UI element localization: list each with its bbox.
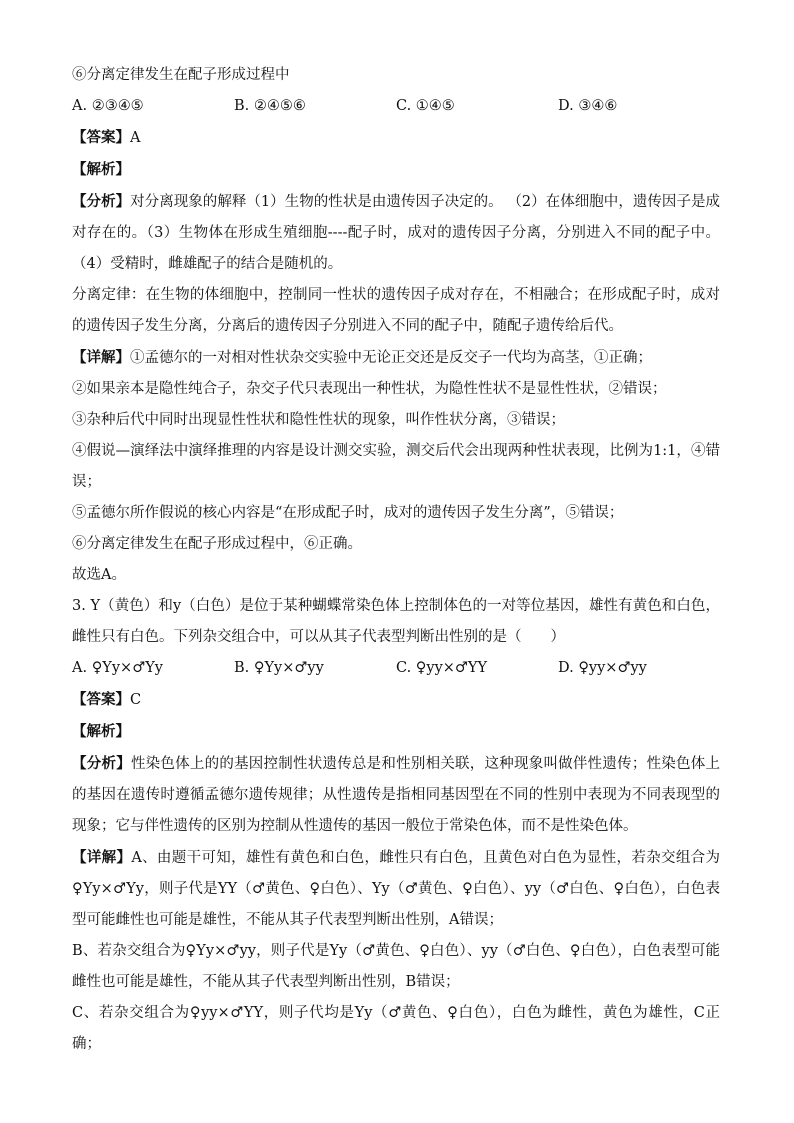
- q2-answer: [72, 122, 720, 154]
- q3-detail-b: B、若杂交组合为♀Yy×♂yy，则子代是Yy（♂黄色、♀白色）、yy（♂白色、♀白色），白色表型可能雌性也可能是雄性，不能从其子代表型判断出性别，B错误；: [72, 943, 720, 990]
- q3-detail-c: C、若杂交组合为♀yy×♂YY，则子代均是Yy（♂黄色、♀白色），白色为雌性，黄色为雄性，C正确；: [72, 1005, 720, 1052]
- q2-fenxi: [72, 186, 720, 280]
- q3-stem: 3. Y（黄色）和y（白色）是位于某种蝴蝶常染色体上控制体色的一对等位基因，雄性有黄色和白色，雌性只有白色。下列杂交组合中，可以从其子代表型判断出性别的是（ ）: [72, 598, 720, 645]
- q2-detail-2: ②如果亲本是隐性纯合子，杂交子代只表现出一种性状，为隐性性状不是显性性状，②错误；: [72, 381, 667, 397]
- q2-detail-1: [72, 342, 720, 374]
- q2-options: [72, 91, 720, 122]
- q2-option-c: C. ①④⑤: [396, 98, 455, 114]
- q3-detail-a: [72, 842, 720, 936]
- statement-6: ⑥分离定律发生在配子形成过程中: [72, 67, 290, 83]
- q2-detail-4: ④假说—演绎法中演绎推理的内容是设计测交实验，测交后代会出现两种性状表现，比例为1:1，④错误；: [72, 443, 720, 490]
- answer-tag: 【答案】: [72, 129, 130, 146]
- q3-options: [72, 653, 720, 684]
- fenxi-text: 对分离现象的解释（1）生物的性状是由遗传因子决定的。 （2）在体细胞中，遗传因子是成对存在的。（3）生物体在形成生殖细胞----配子时，成对的遗传因子分离，分别进入不同的配子中。（4）受精时，雌雄配子的结合是随机的。: [72, 194, 721, 272]
- q2-option-a: A. ②③④⑤: [72, 98, 144, 114]
- document-page: [72, 60, 720, 1060]
- analysis-tag: 【解析】: [72, 161, 130, 178]
- q2-detail-5: ⑤孟德尔所作假说的核心内容是“在形成配子时，成对的遗传因子发生分离”，⑤错误；: [72, 505, 624, 521]
- answer-value: A: [130, 130, 141, 146]
- q3-option-d: D. ♀yy×♂yy: [558, 660, 647, 676]
- q2-analysis-heading: [72, 154, 720, 186]
- q3-option-c: C. ♀yy×♂YY: [396, 660, 488, 676]
- q3-option-a: A. ♀Yy×♂Yy: [72, 660, 163, 676]
- q2-detail-3: ③杂种后代中同时出现显性性状和隐性性状的现象，叫作性状分离，③错误；: [72, 412, 565, 428]
- fenxi-tag: 【分析】: [72, 193, 131, 210]
- answer-tag: 【答案】: [72, 691, 130, 708]
- q3-answer: [72, 684, 720, 716]
- q3-fenxi: [72, 748, 720, 842]
- q2-option-b: B. ②④⑤⑥: [234, 98, 306, 114]
- detail-text: A、由题干可知，雄性有黄色和白色，雌性只有白色，且黄色对白色为显性，若杂交组合为♀Yy×♂Yy，则子代是YY（♂黄色、♀白色）、Yy（♂黄色、♀白色）、yy（♂白色、♀白色），白色表型可能雌性也可能是雄性，不能从其子代表型判断出性别，A错误；: [72, 850, 721, 928]
- detail-tag: 【详解】: [72, 849, 132, 866]
- fenxi-text: 性染色体上的的基因控制性状遗传总是和性别相关联，这种现象叫做伴性遗传；性染色体上的基因在遗传时遵循孟德尔遗传规律；从性遗传是指相同基因型在不同的性别中表现为不同表现型的现象；它与伴性遗传的区别为控制从性遗传的基因一般位于常染色体，而不是性染色体。: [72, 756, 721, 834]
- answer-value: C: [130, 692, 142, 708]
- q2-law: 分离定律：在生物的体细胞中，控制同一性状的遗传因子成对存在，不相融合；在形成配子时，成对的遗传因子发生分离，分离后的遗传因子分别进入不同的配子中，随配子遗传给后代。: [72, 287, 720, 334]
- analysis-tag: 【解析】: [72, 723, 130, 740]
- q3-option-b: B. ♀Yy×♂yy: [234, 660, 324, 676]
- fenxi-tag: 【分析】: [72, 755, 131, 772]
- detail-tag: 【详解】: [72, 349, 130, 366]
- q2-detail-6: ⑥分离定律发生在配子形成过程中，⑥正确。: [72, 536, 362, 552]
- detail-text: ①孟德尔的一对相对性状杂交实验中无论正交还是反交子一代均为高茎，①正确；: [130, 350, 652, 366]
- q2-option-d: D. ③④⑥: [558, 98, 618, 114]
- q3-analysis-heading: [72, 716, 720, 748]
- q2-conclusion: 故选A。: [72, 567, 126, 583]
